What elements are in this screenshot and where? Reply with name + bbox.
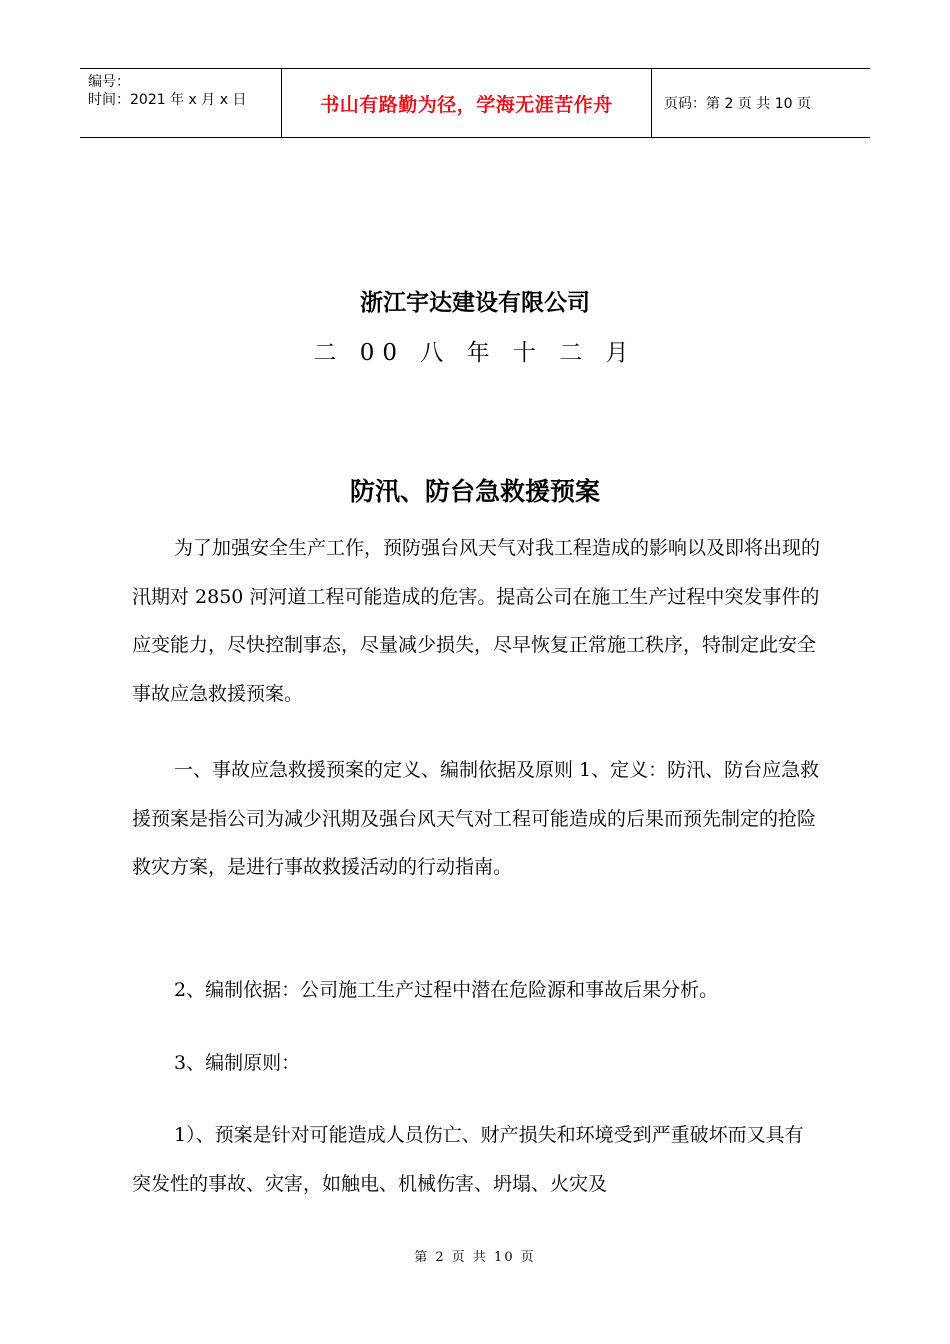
page-footer: 第 2 页 共 10 页	[414, 1250, 536, 1265]
document-time-label: 时间：2021 年 x 月 x 日	[88, 92, 247, 108]
header-motto-cell	[282, 69, 652, 137]
paragraph-principle-1: 1）、预案是针对可能造成人员伤亡、财产损失和环境受到严重破坏而又具有突发性的事故、灾害，如触电、机械伤害、坍塌、火灾及	[132, 1124, 804, 1195]
paragraph-definition: 一、事故应急救援预案的定义、编制依据及原则 1、定义：防汛、防台应急救援预案是指公司为减少汛期及强台风天气对工程可能造成的后果而预先制定的抢险救灾方案，是进行事故救援活动的行动指南。	[132, 759, 820, 878]
header-meta	[80, 69, 282, 137]
paragraph-intro: 为了加强安全生产工作，预防强台风天气对我工程造成的影响以及即将出现的汛期对 2850 河河道工程可能造成的危害。提高公司在施工生产过程中突发事件的应变能力，尽快控制事态，尽量减少损失，尽早恢复正常施工秩序，特制定此安全事故应急救援预案。	[132, 537, 821, 705]
header-motto: 书山有路勤为径，学海无涯苦作舟	[320, 93, 613, 116]
paragraph-basis: 2、编制依据：公司施工生产过程中潜在危险源和事故后果分析。	[174, 979, 719, 1001]
paragraph-principles: 3、编制原则：	[174, 1052, 301, 1074]
document-number-label: 编号：	[88, 74, 130, 90]
document-title: 防汛、防台急救援预案	[349, 477, 600, 506]
cover-date: 二 00 八 年 十 二 月	[313, 340, 637, 366]
header-table	[80, 68, 870, 138]
header-page-info: 页码：第 2 页 共 10 页	[664, 96, 811, 112]
company-name: 浙江宇达建设有限公司	[360, 289, 590, 316]
